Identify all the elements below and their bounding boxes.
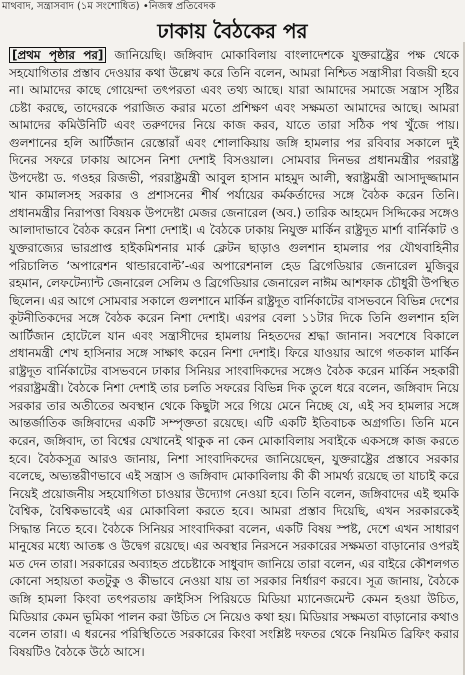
headline: ঢাকায় বৈঠকের পর xyxy=(157,19,308,43)
continuation-label: [প্রথম পৃষ্ঠার পর] xyxy=(9,47,106,63)
header-strip: মাথবাদ, সন্ত্রাসবাদ (১ম সংশোধিত) •নিজস্ব প্রতিবেদক xyxy=(2,1,216,12)
article-body xyxy=(9,47,459,669)
article-text: জানিয়েছি। জঙ্গিবাদ মোকাবিলায় বাংলাদেশকে যুক্তরাষ্ট্রের পক্ষ থেকে সহযোগিতার প্রস্তাব দেওয়ার কথা উল্লেখ করে তিনি বলেন, আমরা নিশ্চিত সন্ত্রাসীরা বিজয়ী হবে না। আমাদের কাছে গোয়েন্দা তৎপরতা এবং তথ্য আছে। যারা আমাদের সমাজে সন্ত্রাস সৃষ্টির চেষ্টা করছে, তাদেরকে পরাজিত করার মতো প্রশিক্ষণ এবং সক্ষমতা আমাদের আছে। আমরা আমাদের কমিউনিটি এবং তরুণদের নিয়ে কাজ করব, যাতে তারা সঠিক পথ খুঁজে পায়। গুলশানের হলি আর্টিজান রেস্তোরাঁ এবং শোলাকিয়ায় জঙ্গি হামলার পর রবিবার সকালে দুই দিনের সফরে ঢাকায় আসেন নিশা দেশাই বিসওয়াল। সোমবার দিনভর প্রধানমন্ত্রীর পররাষ্ট্র উপদেষ্টা ড. গওহর রিজভী, পররাষ্ট্রমন্ত্রী আবুল হাসান মাহমুদ আলী, স্বরাষ্ট্রমন্ত্রী আসাদুজ্জামান খান কামালসহ সরকার ও প্রশাসনের শীর্ষ পর্যায়ের কর্মকর্তাদের সঙ্গে বৈঠক করেন তিনি। প্রধানমন্ত্রীর নিরাপত্তা বিষয়ক উপদেষ্টা মেজর জেনারেল (অব.) তারিক আহমেদ সিদ্দিকের সঙ্গেও আলাদাভাবে বৈঠক করেন নিশা দেশাই। এ বৈঠকে ঢাকায় নিযুক্ত মার্কিন রাষ্ট্রদূত মার্শা বার্নিকাট ও যুক্তরাজ্যের ভারপ্রাপ্ত হাইকমিশনার মার্ক ক্লেটন ছাড়াও গুলশান হামলার পর যৌথবাহিনীর পরিচালিত ‘অপারেশন থান্ডারবোল্ট’-এর অপারেশনাল হেড ব্রিগেডিয়ার জেনারেল মুজিবুর রহমান, লেফটেন্যান্ট জেনারেল সেলিম ও ব্রিগেডিয়ার জেনারেল নাঈম আশফাক চৌধুরী উপস্থিত ছিলেন। এর আগে সোমবার সকালে গুলশানে মার্কিন রাষ্ট্রদূত বার্নিকাটের বাসভবনে বিভিন্ন দেশের কূটনীতিকদের সঙ্গে বৈঠক করেন নিশা দেশাই। এরপর বেলা ১১টার দিকে তিনি গুলশান হলি আর্টিজান হোটেলে যান এবং সন্ত্রাসীদের হামলায় নিহতদের শ্রদ্ধা জানান। সবশেষে বিকালে প্রধানমন্ত্রী শেখ হাসিনার সঙ্গে সাক্ষাৎ করেন নিশা দেশাই। ফিরে যাওয়ার আগে গতকাল মার্কিন রাষ্ট্রদূত বার্নিকাটের বাসভবনে ঢাকার সিনিয়র সাংবাদিকদের সঙ্গেও বৈঠক করেন মার্কিন সহকারী পররাষ্ট্রমন্ত্রী। বৈঠকে নিশা দেশাই তার চলতি সফরের বিভিন্ন দিক তুলে ধরে বলেন, জঙ্গিবাদ নিয়ে সরকার তার অতীতের অবস্থান থেকে কিছুটা সরে গিয়ে মেনে নিচ্ছে যে, এই সব হামলার সঙ্গে আন্তর্জাতিক জঙ্গিবাদের একটি সম্পৃক্ততা রয়েছে। এটি একটি ইতিবাচক অগ্রগতি। তিনি মনে করেন, জঙ্গিবাদ, তা বিশ্বের যেখানেই থাকুক না কেন মোকাবিলায় সবাইকে একসঙ্গে কাজ করতে হবে। বৈঠকসূত্র আরও জানায়, নিশা সাংবাদিকদের জানিয়েছেন, যুক্তরাষ্ট্রের প্রস্তাবে সরকার বলেছে, অভ্যন্তরীণভাবে এই সন্ত্রাস ও জঙ্গিবাদ মোকাবিলায় কী কী সামর্থ্য রয়েছে তা যাচাই করে নিয়েই প্রয়োজনীয় সহযোগিতা চাওয়ার উদ্যোগ নেওয়া হবে। তিনি বলেন, জঙ্গিবাদের এই হুমকি বৈশ্বিক, বৈশ্বিকভাবেই এর মোকাবিলা করতে হবে। আমরা প্রস্তাব দিয়েছি, এখন সরকারকেই সিদ্ধান্ত নিতে হবে। বৈঠকে সিনিয়র সাংবাদিকরা বলেন, একটি বিষয় স্পষ্ট, দেশে এখন সাধারণ মানুষের মধ্যে আতঙ্ক ও উদ্বেগ রয়েছে। এর অবস্থার নিরসনে সরকারের সক্ষমতা বাড়ানোর ওপরই মত দেন তারা। সরকারের অব্যাহত প্রচেষ্টাকে সাধুবাদ জানিয়ে তারা বলেন, এর বাইরে কৌশলগত কোনো সহায়তা কতটুকু ও কীভাবে নেওয়া যায় তা সরকার নির্ধারণ করবে। সূত্র জানায়, বৈঠকে জঙ্গি হামলা কিংবা তৎপরতায় ক্রাইসিস পিরিয়ডে মিডিয়া ম্যানেজমেন্ট কেমন হওয়া উচিত, মিডিয়ার কেমন ভূমিকা পালন করা উচিত সে নিয়েও কথা হয়। মিডিয়ার সক্ষমতা বাড়ানোর কথাও বলেন তারা। এ ধরনের পরিস্থিতিতে সরকারের কিংবা সংশ্লিষ্ট দফতর থেকে নিয়মিত ব্রিফিং করার বিষয়টিও বৈঠকে উঠে আসে। xyxy=(9,48,459,659)
